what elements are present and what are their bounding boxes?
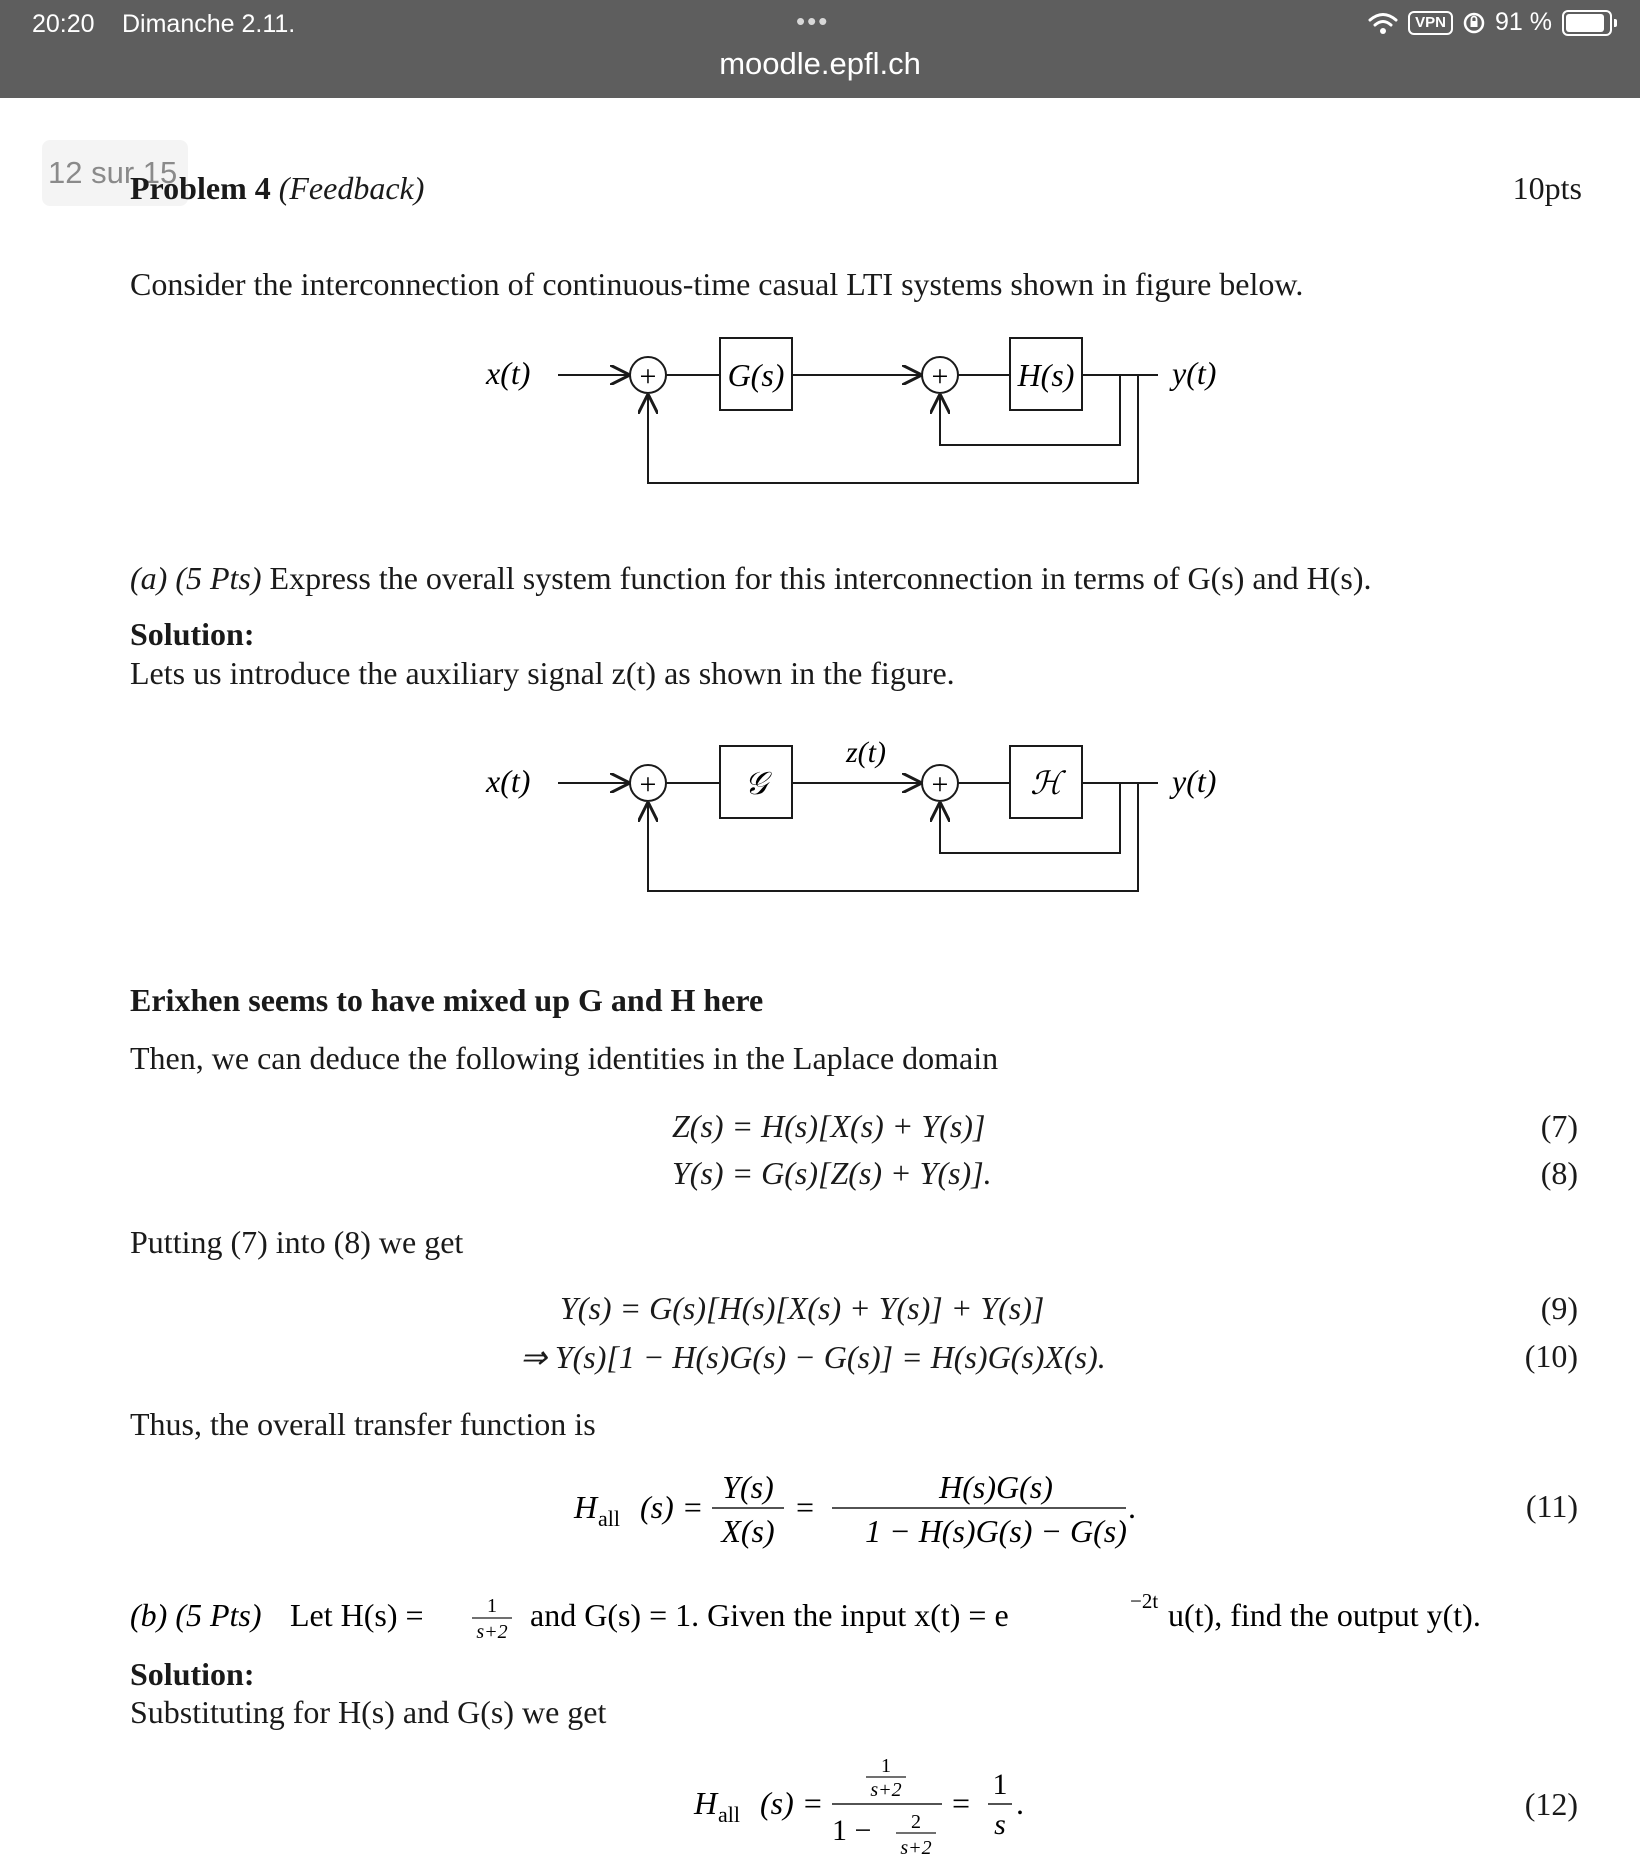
eq12-eq: = (952, 1785, 971, 1821)
handwritten-note: Erixhen seems to have mixed up G and H here (130, 982, 764, 1018)
eq12-arg: (s) = (760, 1785, 824, 1821)
plus-sign: + (639, 360, 657, 393)
eq11-frac1-num: Y(s) (722, 1469, 774, 1505)
block-g-label: G(s) (727, 357, 785, 393)
block-h-label: H(s) (1017, 357, 1075, 393)
battery-percent: 91 % (1495, 8, 1552, 36)
part-b-text-b: and G(s) = 1. Given the input x(t) = e (530, 1597, 1009, 1633)
plus-sign: + (639, 768, 657, 801)
putting-text: Putting (7) into (8) we get (130, 1224, 464, 1260)
eq12-d-den: s+2 (900, 1837, 932, 1859)
eq12-d-one: 1 − (832, 1814, 872, 1847)
problem-title: Problem 4 (130, 170, 271, 206)
eq11-sub: all (598, 1506, 620, 1531)
orientation-lock-icon (1463, 12, 1485, 34)
part-a-question (130, 560, 1371, 597)
eq12-d-num: 2 (911, 1811, 921, 1833)
equation-number-8: (8) (1540, 1155, 1578, 1191)
part-b-question (126, 1586, 1546, 1646)
equation-number-11: (11) (1525, 1488, 1578, 1524)
equation-number-12: (12) (1524, 1786, 1578, 1822)
battery-icon (1562, 10, 1612, 36)
plus-sign: + (931, 360, 949, 393)
equation-number-9: (9) (1540, 1290, 1578, 1326)
part-a-text: Express the overall system function for this interconnection in terms of G(s) and H(s). (269, 560, 1372, 596)
eq11-frac1-den: X(s) (721, 1513, 775, 1549)
eq11-lhs: H (574, 1489, 598, 1525)
output-label: y(t) (1172, 355, 1217, 391)
eq12-n-num: 1 (881, 1755, 891, 1777)
status-bar (0, 0, 1640, 98)
eq12-end: . (1016, 1785, 1024, 1821)
equation-7: Z(s) = H(s)[X(s) + Y(s)] (672, 1108, 986, 1144)
equation-number-10: (10) (1524, 1338, 1578, 1374)
vpn-badge: VPN (1408, 11, 1453, 35)
problem-points: 10pts (1512, 170, 1582, 206)
page-indicator: 12 sur 15 (42, 140, 188, 206)
problem-header (130, 170, 424, 207)
part-b-text-a: Let H(s) = (290, 1597, 424, 1633)
eq12-n-den: s+2 (870, 1779, 902, 1801)
eq12-r-den: s (994, 1808, 1006, 1841)
plus-sign: + (931, 768, 949, 801)
solution-heading-a: Solution: (130, 616, 255, 652)
wifi-icon (1368, 11, 1398, 35)
part-b-label: (b) (5 Pts) (130, 1597, 262, 1633)
battery-tip (1614, 19, 1617, 27)
input-label: x(t) (486, 355, 531, 391)
eq11-end: . (1128, 1489, 1136, 1525)
eq11-frac2-den: 1 − H(s)G(s) − G(s) (865, 1513, 1127, 1549)
block-diagram-2 (470, 728, 1250, 908)
clock: 20:20 (32, 10, 95, 38)
eq11-frac2-num: H(s)G(s) (939, 1469, 1053, 1505)
eq11-arg: (s) = (640, 1489, 704, 1525)
equation-number-7: (7) (1540, 1108, 1578, 1144)
part-b-exponent: −2t (1130, 1589, 1159, 1613)
problem-subtitle: (Feedback) (278, 170, 425, 206)
part-b-text-c: u(t), find the output y(t). (1168, 1597, 1481, 1633)
equation-12 (680, 1750, 1040, 1868)
eq11-eq: = (796, 1489, 815, 1525)
equation-8: Y(s) = G(s)[Z(s) + Y(s)]. (672, 1155, 992, 1191)
eq12-r-num: 1 (992, 1768, 1008, 1801)
block-g-label: 𝒢 (744, 765, 768, 801)
date: Dimanche 2.11. (122, 10, 296, 38)
output-label: y(t) (1172, 763, 1217, 799)
battery-fill (1566, 14, 1604, 32)
aux-signal-label: z(t) (846, 736, 886, 769)
intro-text: Consider the interconnection of continuous-time casual LTI systems shown in figure below. (130, 266, 1304, 302)
block-diagram-1 (470, 320, 1250, 500)
url-bar[interactable]: moodle.epfl.ch (719, 46, 921, 81)
equation-9: Y(s) = G(s)[H(s)[X(s) + Y(s)] + Y(s)] (560, 1290, 1045, 1326)
eq12-sub: all (718, 1802, 740, 1827)
eq12-lhs: H (694, 1785, 718, 1821)
part-b-frac-num: 1 (487, 1595, 497, 1617)
more-dots-icon[interactable]: ••• (796, 6, 830, 36)
equation-11 (560, 1460, 1180, 1560)
solution-b-line1: Substituting for H(s) and G(s) we get (130, 1694, 607, 1730)
equation-10: ⇒ Y(s)[1 − H(s)G(s) − G(s)] = H(s)G(s)X(s). (520, 1339, 1106, 1375)
deduce-text: Then, we can deduce the following identities in the Laplace domain (130, 1040, 999, 1076)
part-a-label: (a) (5 Pts) (130, 560, 262, 596)
block-h-label: ℋ (1030, 765, 1062, 801)
solution-heading-b: Solution: (130, 1656, 255, 1692)
status-icons (1368, 8, 1612, 37)
solution-a-line1: Lets us introduce the auxiliary signal z(t) as shown in the figure. (130, 655, 955, 691)
thus-text: Thus, the overall transfer function is (130, 1406, 596, 1442)
part-b-frac-den: s+2 (476, 1621, 508, 1643)
input-label: x(t) (486, 763, 531, 799)
